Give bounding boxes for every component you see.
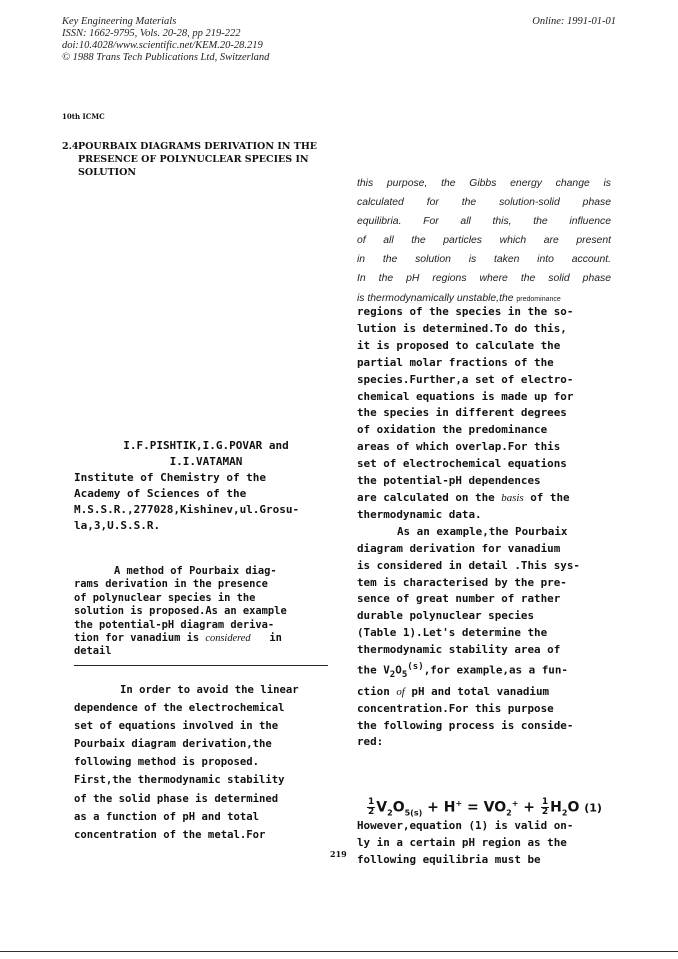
body-line: set of electrochemical equations	[357, 457, 567, 471]
affiliation-line: la,3,U.S.S.R.	[74, 519, 161, 532]
body-line: dependence of the electrochemical	[74, 702, 285, 715]
fraction: $\frac{1}{2}$	[368, 797, 375, 817]
abstract-line: tion for vanadium is considered in	[74, 632, 282, 645]
italic-line: this purpose, the Gibbs energy change is	[357, 178, 611, 189]
affiliation-line: Academy of Sciences of the	[74, 487, 247, 500]
body-line: is considered in detail .This sys-	[357, 558, 580, 572]
conference-label: 10th ICMC	[62, 112, 105, 121]
abstract-line: A method of Pourbaix diag-	[114, 565, 277, 577]
italic-line: In the pH regions where the solid phase	[357, 273, 611, 285]
italic-line: is thermodynamically unstable,the predominance	[357, 292, 561, 304]
section-heading	[62, 140, 352, 179]
body-line: Pourbaix diagram derivation,the	[74, 738, 272, 751]
body-line: following method is proposed.	[74, 756, 259, 769]
body-line: concentration of the metal.For	[74, 828, 266, 841]
small-word: predominance	[516, 295, 561, 303]
abstract-line: rams derivation in the presence	[74, 578, 268, 591]
italic-line: calculated for the solution-solid phase	[357, 197, 611, 209]
body-line: areas of which overlap.For this	[357, 440, 561, 454]
italic-line: equilibria. For all this, the influence	[357, 216, 611, 228]
journal-header	[62, 16, 382, 64]
abstract-line: detail	[74, 645, 112, 658]
body-line: of the solid phase is determined	[74, 792, 279, 805]
right-body-text	[357, 304, 611, 751]
body-line: First,the thermodynamic stability	[74, 774, 285, 787]
affiliation-line: Institute of Chemistry of the	[74, 471, 267, 484]
body-line: concentration.For this purpose	[357, 701, 554, 715]
left-body-text	[74, 681, 338, 844]
body-line: the $V_2O_5^{(s)},for$ example,as a fun-	[357, 662, 568, 680]
italic-line: in the solution is taken into account.	[357, 254, 611, 266]
body-line: diagram derivation for vanadium	[357, 541, 561, 555]
body-line: However,equation (1) is valid on-	[357, 819, 574, 832]
abstract-line: the potential-pH diagram deriva-	[74, 618, 275, 631]
header-line: ISSN: 1662-9795, Vols. 20-28, pp 219-222	[62, 28, 241, 39]
body-line: the species in different degrees	[357, 406, 567, 420]
section-title-line: POURBAIX DIAGRAMS DERIVATION IN THE	[78, 141, 318, 152]
italic-line: of all the particles which are present	[357, 235, 611, 247]
body-line: it is proposed to calculate the	[357, 338, 561, 352]
authors-block	[74, 438, 338, 534]
body-line: regions of the species in the so-	[357, 305, 574, 318]
body-line: thermodynamic data.	[357, 507, 482, 521]
abstract-line: solution is proposed.As an example	[74, 605, 287, 618]
page-number: 219	[330, 849, 347, 859]
abstract-line: of polynuclear species in the	[74, 591, 256, 604]
body-line: ction of pH and total vanadium	[357, 684, 550, 698]
abstract-word: considered	[205, 633, 251, 645]
footer-line	[0, 951, 678, 952]
author-line: I.I.VATAMAN	[169, 455, 243, 468]
body-line: (Table 1).Let's determine the	[357, 626, 548, 640]
fraction: $\frac{1}{2}$	[541, 797, 549, 817]
equation-number: (1)	[584, 801, 602, 815]
header-line: doi:10.4028/www.scientific.net/KEM.20-28.219	[62, 40, 263, 51]
body-line: In order to avoid the linear	[120, 684, 299, 696]
body-line: thermodynamic stability area of	[357, 643, 561, 657]
section-title-line: PRESENCE OF POLYNUCLEAR SPECIES IN	[78, 154, 309, 165]
body-line: ly in a certain pH region as the	[357, 835, 567, 849]
affiliation-line: M.S.S.R.,277028,Kishinev,ul.Grosu-	[74, 503, 300, 516]
body-line: the following process is conside-	[357, 718, 574, 732]
section-title-line: SOLUTION	[78, 167, 137, 178]
abstract	[74, 565, 338, 659]
body-line: tem is characterised by the pre-	[357, 575, 567, 589]
body-line: durable polynuclear species	[357, 609, 535, 623]
equation-1: $\frac{1}{2}$ $V_2O_{5(s)} + H^+ = VO_2^+$ + $\frac{1}{2}$ $H_2O$ (1)	[368, 797, 602, 818]
header-line: © 1988 Trans Tech Publications Ltd, Switzerland	[62, 52, 270, 63]
body-line: are calculated on the basis of the	[357, 490, 570, 504]
body-line: as a function of pH and total	[74, 810, 259, 823]
body-line: set of equations involved in the	[74, 720, 279, 733]
body-line: As an example,the Pourbaix	[397, 524, 568, 538]
section-number: 2.4.	[62, 141, 82, 152]
right-body-text-end	[357, 818, 611, 869]
body-line: species.Further,a set of electro-	[357, 372, 574, 386]
abstract-divider	[74, 665, 328, 666]
body-line: chemical equations is made up for	[357, 389, 574, 403]
body-line: lution is determined.To do this,	[357, 321, 567, 335]
body-line: of oxidation the predominance	[357, 423, 548, 437]
body-line: the potential-pH dependences	[357, 474, 541, 488]
body-line: sence of great number of rather	[357, 592, 561, 606]
body-line: following equilibria must be	[357, 852, 541, 866]
basis-word: basis	[501, 491, 524, 504]
body-line: red:	[357, 735, 384, 749]
author-line: I.F.PISHTIK,I.G.POVAR and	[123, 439, 289, 452]
online-date: Online: 1991-01-01	[532, 16, 616, 27]
body-line: partial molar fractions of the	[357, 355, 554, 369]
header-line: Key Engineering Materials	[62, 16, 177, 27]
right-italic-text	[357, 174, 611, 309]
